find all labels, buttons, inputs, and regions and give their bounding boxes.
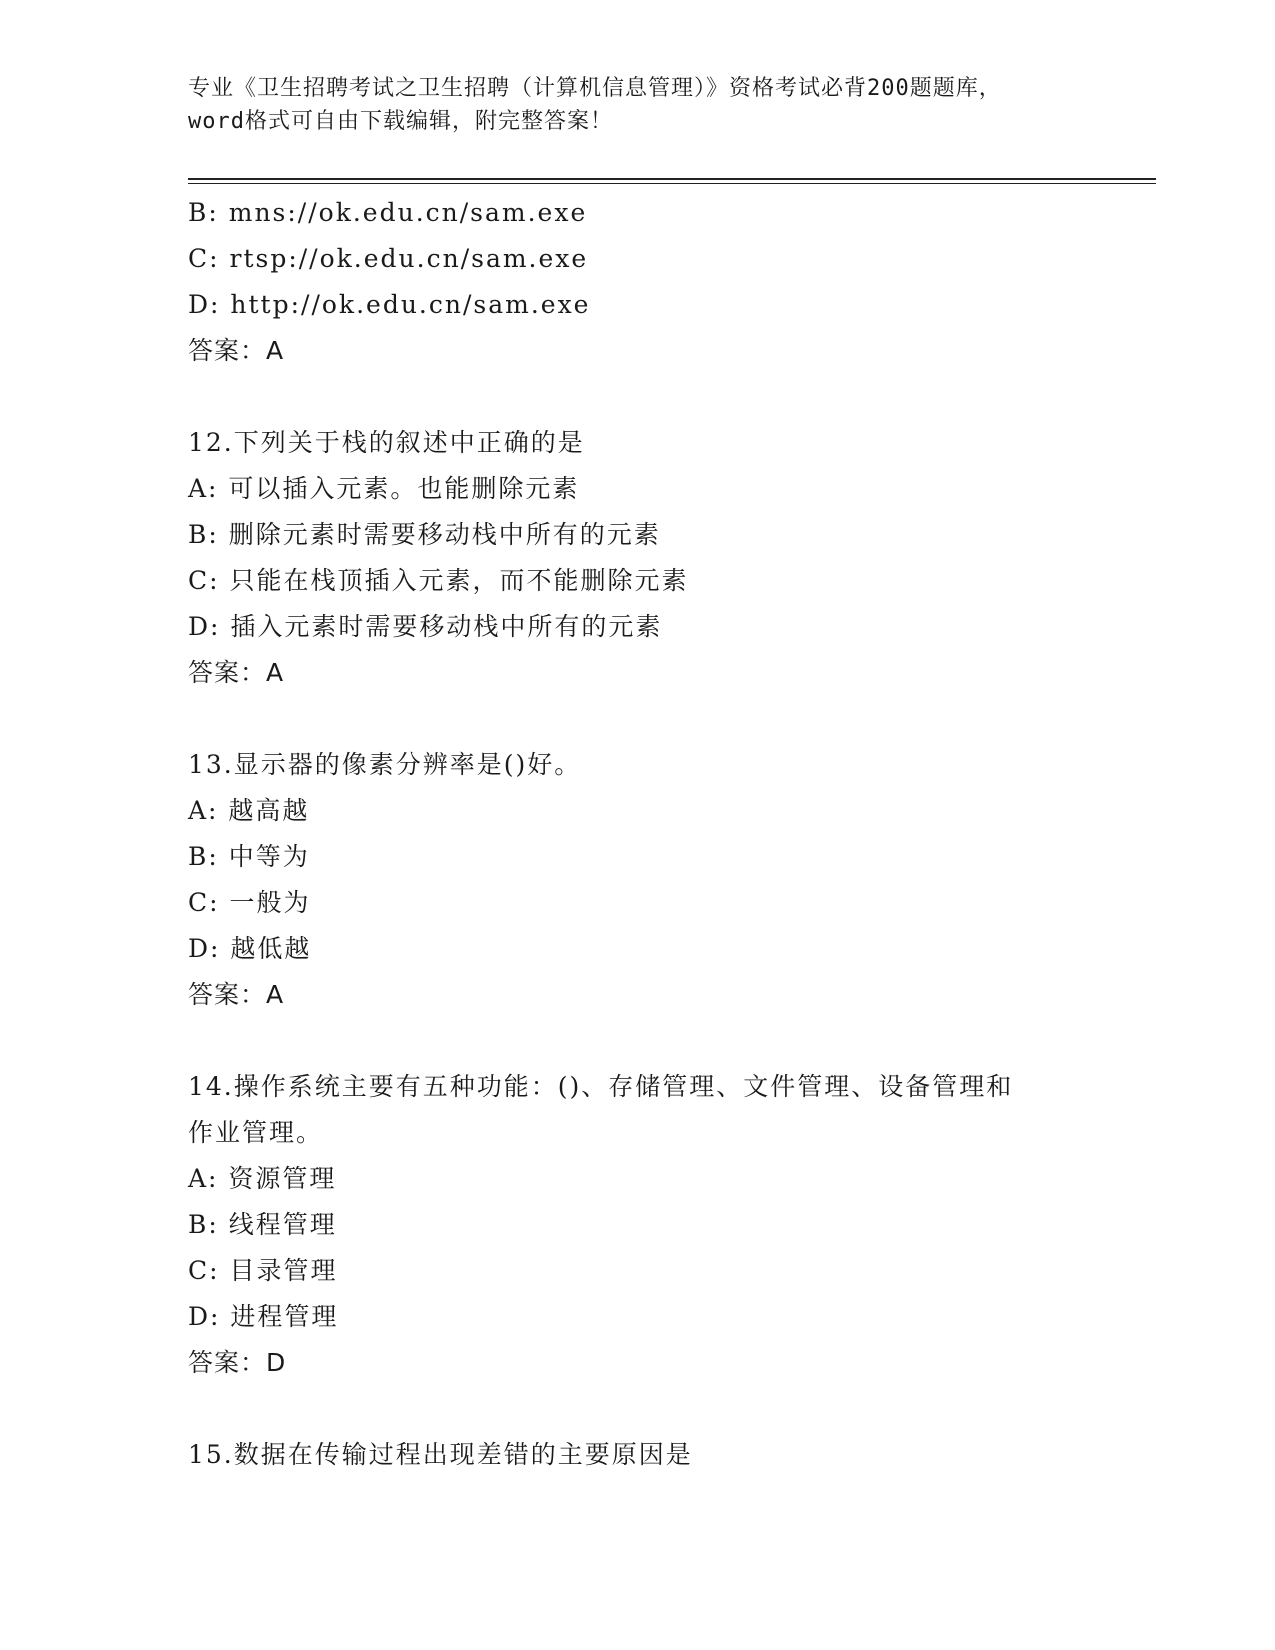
answer-line: 答案：D <box>188 1348 287 1377</box>
question-stem: 12.下列关于栈的叙述中正确的是 <box>188 428 585 457</box>
spacer <box>188 696 1148 742</box>
question-stem: 14.操作系统主要有五种功能：()、存储管理、文件管理、设备管理和 <box>188 1072 1014 1101</box>
option-c: C: rtsp://ok.edu.cn/sam.exe <box>188 244 589 273</box>
option-d: D: 越低越 <box>188 934 312 963</box>
option-b: B: 中等为 <box>188 842 310 871</box>
question-stem: 13.显示器的像素分辨率是()好。 <box>188 750 582 779</box>
option-b: B: 线程管理 <box>188 1210 337 1239</box>
document-header <box>188 72 1088 138</box>
header-line-2: word格式可自由下载编辑，附完整答案！ <box>188 109 613 134</box>
header-divider-bottom <box>188 183 1156 184</box>
question-block-14 <box>188 1064 1148 1386</box>
question-block-15 <box>188 1432 1148 1478</box>
question-block-12 <box>188 420 1148 696</box>
header-line-1: 专业《卫生招聘考试之卫生招聘（计算机信息管理）》资格考试必背200题题库， <box>188 76 1002 101</box>
option-a: A: 可以插入元素。也能删除元素 <box>188 474 580 503</box>
answer-line: 答案：A <box>188 980 285 1009</box>
spacer <box>188 1386 1148 1432</box>
question-block-prev <box>188 190 1148 374</box>
option-c: C: 目录管理 <box>188 1256 338 1285</box>
option-d: D: 插入元素时需要移动栈中所有的元素 <box>188 612 663 641</box>
option-b: B: mns://ok.edu.cn/sam.exe <box>188 198 588 227</box>
option-c: C: 只能在栈顶插入元素，而不能删除元素 <box>188 566 689 595</box>
question-block-13 <box>188 742 1148 1018</box>
spacer <box>188 374 1148 420</box>
question-list <box>188 190 1148 1478</box>
header-divider-top <box>188 178 1156 180</box>
option-a: A: 越高越 <box>188 796 310 825</box>
option-c: C: 一般为 <box>188 888 311 917</box>
option-d: D: 进程管理 <box>188 1302 339 1331</box>
question-stem: 15.数据在传输过程出现差错的主要原因是 <box>188 1440 693 1469</box>
answer-line: 答案：A <box>188 658 285 687</box>
answer-line: 答案：A <box>188 336 285 365</box>
option-b: B: 删除元素时需要移动栈中所有的元素 <box>188 520 661 549</box>
spacer <box>188 1018 1148 1064</box>
option-d: D: http://ok.edu.cn/sam.exe <box>188 290 591 319</box>
question-stem-continued: 作业管理。 <box>188 1118 324 1147</box>
option-a: A: 资源管理 <box>188 1164 337 1193</box>
